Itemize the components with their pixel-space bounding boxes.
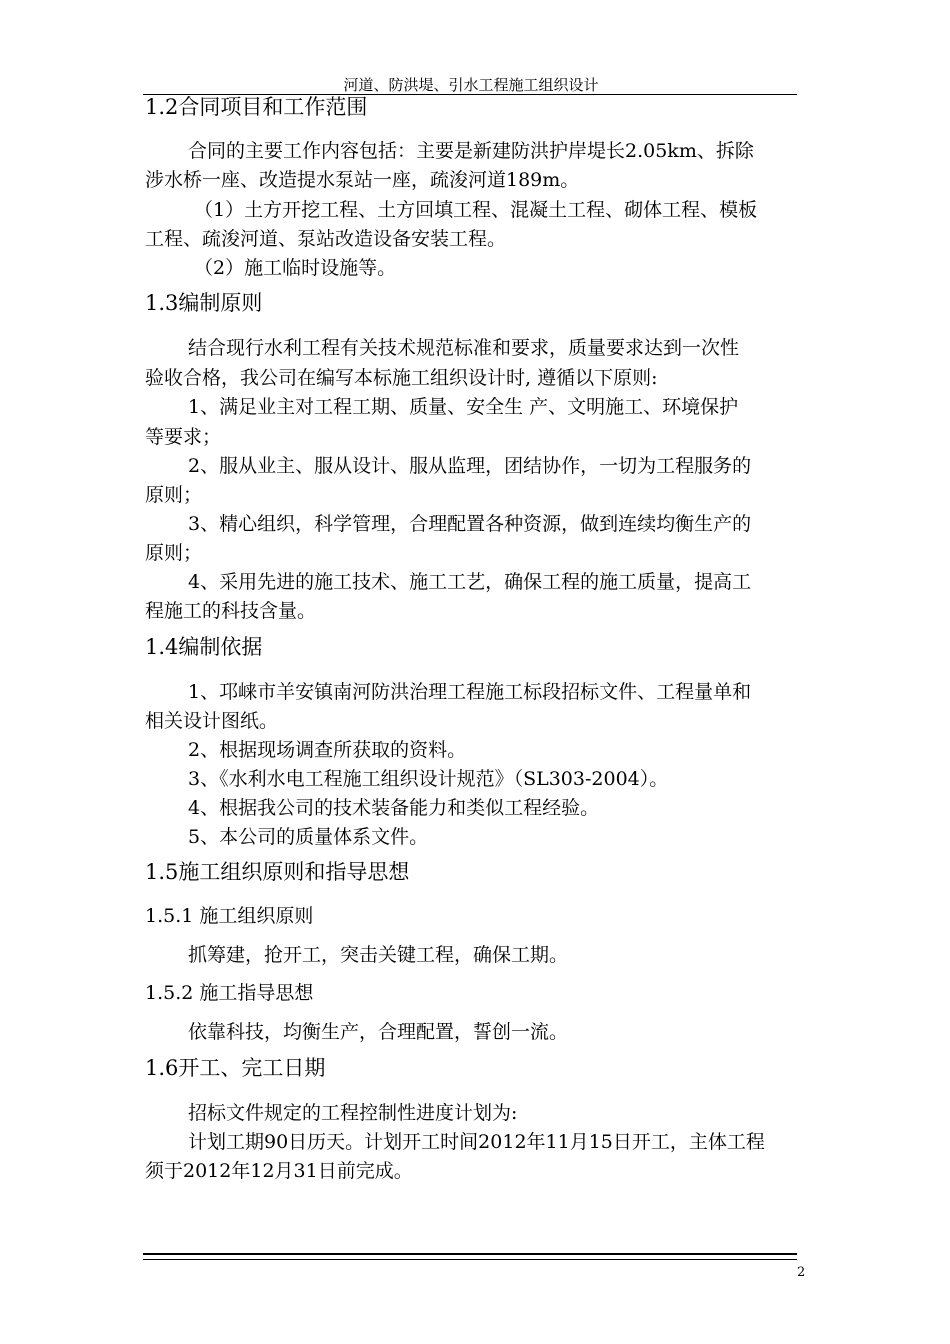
footer-rule [143, 1253, 797, 1255]
paragraph-line: （1）土方开挖工程、土方回填工程、混凝土工程、砌体工程、模板 [194, 199, 758, 221]
list-item: 3、精心组织，科学管理，合理配置各种资源，做到连续均衡生产的 [188, 513, 752, 535]
paragraph-line: 结合现行水利工程有关技术规范标准和要求，质量要求达到一次性 [188, 337, 740, 359]
paragraph-line: 依靠科技，均衡生产，合理配置，誓创一流。 [188, 1021, 569, 1043]
section-heading-1-4: 1.4编制依据 [145, 635, 263, 659]
list-item: 原则； [145, 484, 203, 506]
list-item: 相关设计图纸。 [145, 710, 279, 732]
paragraph-line: 招标文件规定的工程控制性进度计划为: [188, 1102, 518, 1124]
list-item: 1、满足业主对工程工期、质量、安全生 产、文明施工、环境保护 [188, 396, 739, 418]
page-number: 2 [797, 1265, 806, 1280]
list-item: 2、根据现场调查所获取的资料。 [188, 739, 467, 761]
list-item: 3、《水利水电工程施工组织设计规范》（SL303-2004）。 [188, 768, 669, 790]
section-heading-1-2: 1.2合同项目和工作范围 [145, 95, 368, 119]
list-item: 1、邛崃市羊安镇南河防洪治理工程施工标段招标文件、工程量单和 [188, 681, 752, 703]
paragraph-line: 抓筹建，抢开工，突击关键工程，确保工期。 [188, 944, 569, 966]
footer-rule [143, 1259, 797, 1260]
paragraph-line: 计划工期90日历天。计划开工时间2012年11月15日开工，主体工程 [188, 1131, 765, 1153]
paragraph-line: 涉水桥一座、改造提水泵站一座，疏浚河道189m。 [145, 169, 580, 191]
list-item: 5、本公司的质量体系文件。 [188, 826, 429, 848]
paragraph-line: 验收合格，我公司在编写本标施工组织设计时, 遵循以下原则: [145, 367, 658, 389]
subsection-heading-1-5-2: 1.5.2 施工指导思想 [145, 982, 314, 1004]
section-heading-1-5: 1.5施工组织原则和指导思想 [145, 860, 410, 884]
list-item: 等要求； [145, 426, 222, 448]
paragraph-line: 工程、疏浚河道、泵站改造设备安装工程。 [145, 228, 507, 250]
subsection-heading-1-5-1: 1.5.1 施工组织原则 [145, 905, 314, 927]
section-heading-1-3: 1.3编制原则 [145, 291, 263, 315]
list-item: 2、服从业主、服从设计、服从监理，团结协作，一切为工程服务的 [188, 455, 752, 477]
paragraph-line: （2）施工临时设施等。 [194, 257, 397, 279]
list-item: 4、根据我公司的技术装备能力和类似工程经验。 [188, 797, 600, 819]
running-header: 河道、防洪堤、引水工程施工组织设计 [343, 76, 599, 94]
section-heading-1-6: 1.6开工、完工日期 [145, 1056, 326, 1080]
paragraph-line: 合同的主要工作内容包括：主要是新建防洪护岸堤长2.05km、拆除 [188, 140, 754, 162]
list-item: 程施工的科技含量。 [145, 600, 317, 622]
list-item: 原则； [145, 542, 203, 564]
list-item: 4、采用先进的施工技术、施工工艺，确保工程的施工质量，提高工 [188, 571, 752, 593]
paragraph-line: 须于2012年12月31日前完成。 [145, 1160, 413, 1182]
